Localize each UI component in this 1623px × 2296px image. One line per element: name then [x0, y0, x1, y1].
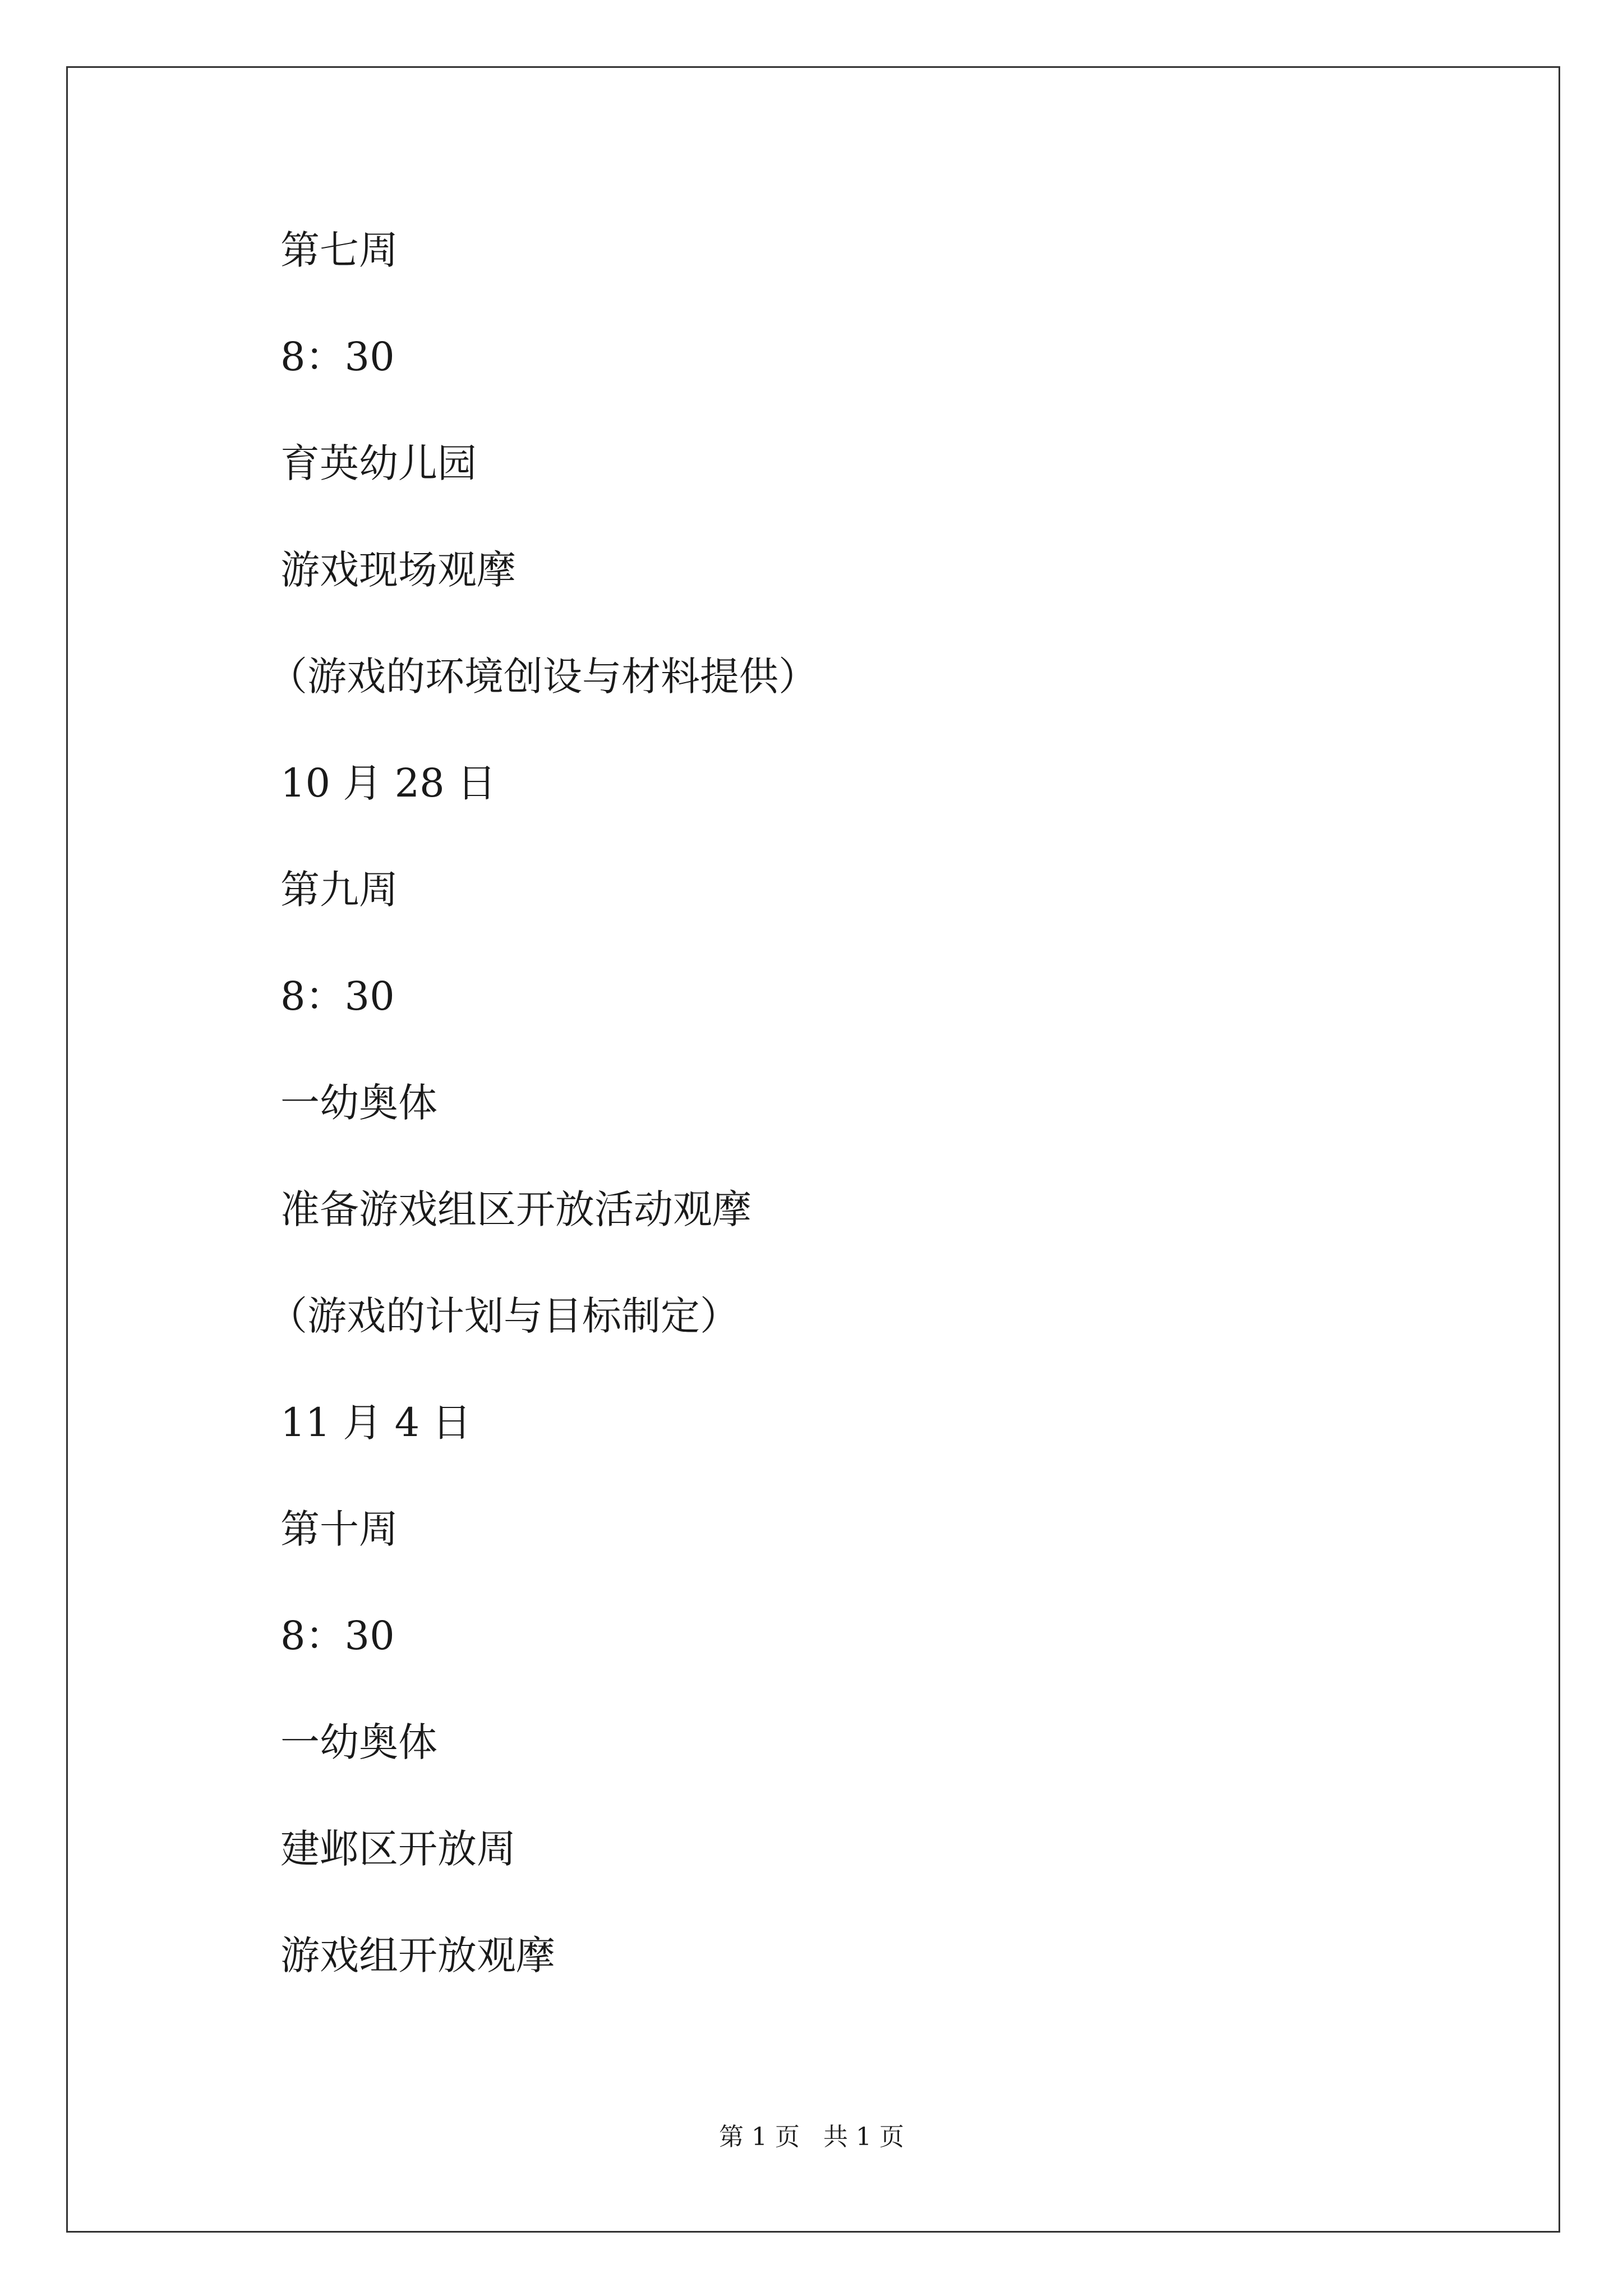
document-body: [268, 0, 1458, 2296]
text-line-7: 第九周: [280, 867, 398, 913]
text-line-15: 一幼奥体: [280, 1719, 437, 1765]
text-line-6: 10 月 28 日: [280, 760, 496, 806]
text-line-17: 游戏组开放观摩: [280, 1932, 555, 1978]
text-line-16: 建邺区开放周: [280, 1826, 516, 1872]
text-line-10: 准备游戏组区开放活动观摩: [280, 1186, 751, 1232]
text-line-8: 8：30: [280, 973, 395, 1019]
text-line-1: 第七周: [280, 227, 398, 273]
text-line-4: 游戏现场观摩: [280, 547, 516, 593]
text-line-3: 育英幼儿园: [280, 440, 477, 486]
text-line-11: （游戏的计划与目标制定）: [268, 1293, 739, 1339]
text-line-13: 第十周: [280, 1506, 398, 1552]
text-line-5: （游戏的环境创设与材料提供）: [268, 654, 818, 700]
text-line-2: 8：30: [280, 334, 395, 380]
text-line-14: 8：30: [280, 1613, 395, 1659]
text-line-12: 11 月 4 日: [280, 1400, 472, 1446]
page-footer: 第 1 页 共 1 页: [719, 2123, 904, 2151]
text-line-9: 一幼奥体: [280, 1080, 437, 1126]
